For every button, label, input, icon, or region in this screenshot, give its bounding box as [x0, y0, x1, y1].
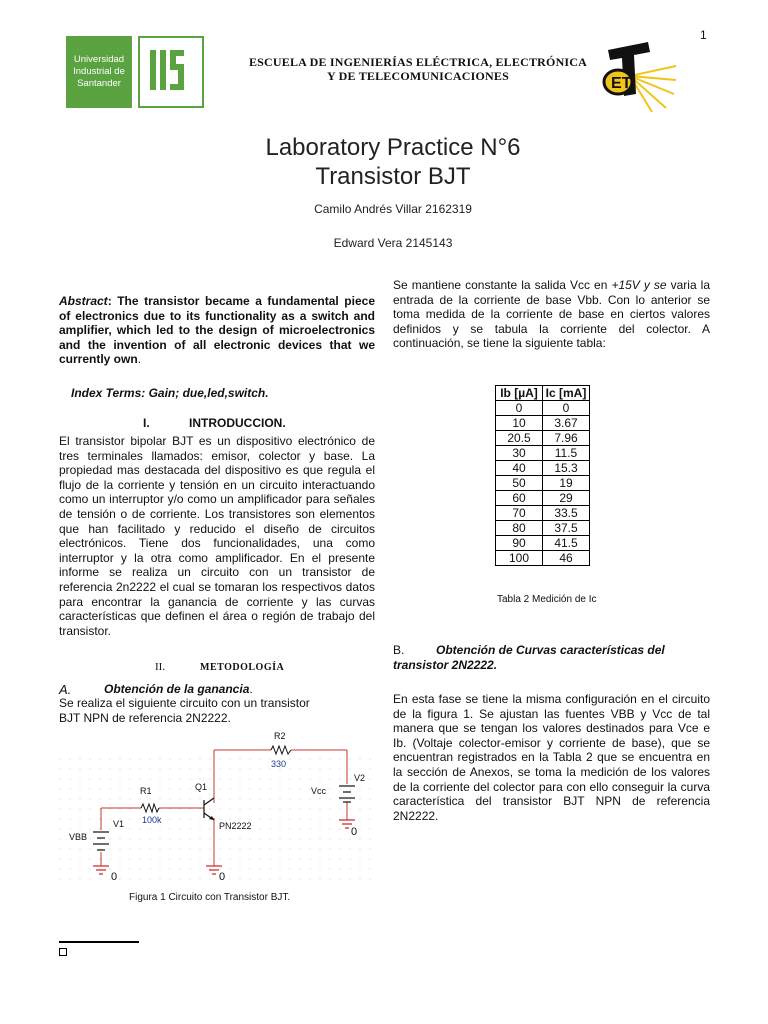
table-row: 20.5 7.96	[496, 431, 590, 446]
school-logo	[590, 36, 678, 112]
vcc-label: Vcc	[311, 786, 327, 796]
right-intro: Se mantiene constante la salida Vcc en +15V y se varia la entrada de la corriente de base Vbb. Con lo anterior se toma medida de la corriente de base en ciertos valores definidos y se tabula la corriente del colector. A continuación, se tiene la siguiente tabla:	[393, 278, 710, 351]
q1-part: PN2222	[219, 821, 252, 831]
university-name-badge	[66, 36, 132, 108]
university-name: Universidad Industrial de Santander	[73, 54, 125, 89]
table-2-caption: Tabla 2 Medición de Ic	[497, 594, 597, 605]
section-2-title: METODOLOGÍA	[200, 662, 285, 673]
section-1-title: INTRODUCCION.	[189, 416, 286, 430]
subsection-b-letter: B.	[393, 643, 405, 657]
table-row: 30 11.5	[496, 446, 590, 461]
v1-label: V1	[113, 819, 125, 829]
subsection-a-heading: Obtención de la ganancia.	[104, 682, 253, 696]
table-row: 10 3.67	[496, 416, 590, 431]
abstract-text: : The transistor became a fundamental piece of electronics due to its functionality as a switch and amplifier, which led to the design of microelectronics and the invention of all electronic devices that we currently own	[59, 294, 375, 367]
uis-mark-icon	[140, 38, 202, 106]
index-terms: Index Terms: Gain; due,led,switch.	[71, 386, 269, 400]
ground-label-1: 0	[111, 871, 118, 883]
ground-label-2: 0	[219, 871, 226, 883]
author-2: Edward Vera 2145143	[333, 236, 453, 250]
table-row: 60 29	[496, 491, 590, 506]
vbb-label: VBB	[69, 832, 88, 842]
measurement-table	[495, 385, 590, 566]
q1-label: Q1	[195, 782, 208, 792]
table-row: 50 19	[496, 476, 590, 491]
table-header: Ic [mA]	[543, 386, 590, 401]
ground-label-3: 0	[351, 826, 358, 838]
school-mark-text: ET	[611, 75, 632, 92]
author-1: Camilo Andrés Villar 2162319	[314, 202, 472, 216]
section-1-body: El transistor bipolar BJT es un dispositivo electrónico de tres terminales llamados: emisor, colector y base. La propiedad mas destacada del dispositivo es que regula el flujo de la corriente y tensión en un circuito interactuando como un interruptor y/o como un amplificador para señales de tensión o de corriente. Los transistores son elementos que han facilitado y reducido el diseño de circuitos electrónicos. Tiene dos funcionalidades, una como interruptor y la otra como amplificador. En el presente informe se realiza un circuito con un transistor de referencia 2n2222 el cual se tomaran los respectivos datos para encontrar la ganancia de corriente y las curvas características que definen el área o región de trabajo del transistor.	[59, 434, 375, 638]
abstract: Abstract: The transistor became a fundamental piece of electronics due to its functionality as a switch and amplifier, which led to the design of microelectronics and the invention of all electronic devices that we currently own.	[59, 294, 375, 367]
r1-label: R1	[140, 786, 152, 796]
subsection-b-title-line1: Obtención de Curvas características del	[436, 643, 665, 657]
title-line1: Laboratory Practice N°6	[265, 134, 521, 161]
footnote-rule	[59, 941, 139, 943]
table-row: 100 46	[496, 551, 590, 566]
table-row: 40 15.3	[496, 461, 590, 476]
table-row: 70 33.5	[496, 506, 590, 521]
school-header-line2: Y DE TELECOMUNICACIONES	[327, 69, 509, 83]
school-header	[238, 55, 598, 83]
page-title	[200, 133, 586, 191]
table-header-row	[496, 386, 590, 401]
subsection-a-title: Obtención de la ganancia	[104, 682, 250, 696]
table-row: 0 0	[496, 401, 590, 416]
et-logo-icon	[590, 36, 678, 112]
v2-label: V2	[354, 773, 366, 783]
r1-value: 100k	[142, 815, 162, 825]
section-1-number: I.	[143, 416, 150, 430]
r2-label: R2	[274, 731, 286, 741]
uis-mark	[138, 36, 204, 108]
subsection-b-title-line2: transistor 2N2222.	[393, 658, 498, 672]
section-2-number: II.	[155, 661, 166, 673]
title-line2: Transistor BJT	[315, 163, 471, 190]
subsection-b-body: En esta fase se tiene la misma configuración en el circuito de la figura 1. Se ajustan las fuentes VBB y Vcc de tal manera que se tengan los valores destinados para Vce e Ib. (Voltaje colector-emisor y corriente de base), que se encuentran registrados en la Tabla 2 que se encuentra en la sección de Anexos, se toma la medición de los valores de la corriente del colector para con ello conseguir la curva característica del transistor BJT NPN de referencia 2N2222.	[393, 692, 710, 823]
r2-resistor	[271, 746, 291, 754]
r2-value: 330	[271, 759, 287, 769]
page-number: 1	[700, 28, 707, 42]
abstract-label: Abstract	[59, 294, 108, 308]
footnote-marker	[59, 948, 67, 956]
table-header: Ib [µA]	[496, 386, 543, 401]
subsection-a-body: Se realiza el siguiente circuito con un transistor BJT NPN de referencia 2N2222.	[59, 696, 310, 725]
circuit-diagram	[59, 728, 375, 888]
subsection-a-letter: A.	[59, 682, 72, 697]
table-row: 90 41.5	[496, 536, 590, 551]
school-header-line1: ESCUELA DE INGENIERÍAS ELÉCTRICA, ELECTRÓNICA	[248, 55, 588, 69]
figure-1-caption: Figura 1 Circuito con Transistor BJT.	[129, 892, 291, 903]
table-row: 80 37.5	[496, 521, 590, 536]
university-logo	[66, 36, 206, 108]
